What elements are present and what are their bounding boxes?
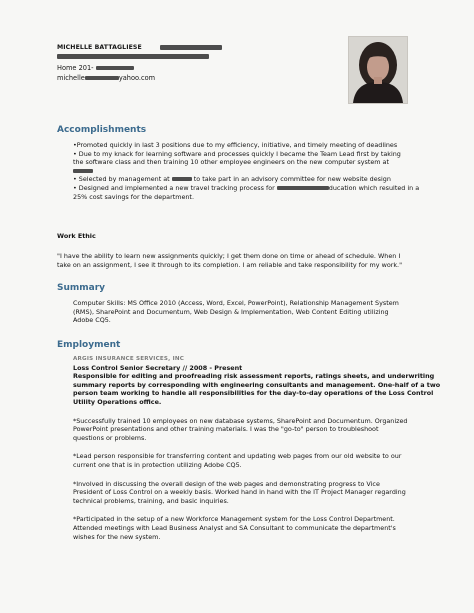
- job-title: Loss Control Senior Secretary // 2008 - Present: [73, 363, 243, 372]
- redacted-employer: [73, 169, 93, 173]
- person-portrait-icon: [349, 37, 407, 103]
- redacted-email: [85, 76, 119, 80]
- achievement-paragraph: *Successfully trained 10 employees on new database systems, SharePoint and Documentum. Organized PowerPoint presentations and other training materials. I was the "go-to" person to troubleshoot questions or problems.: [73, 416, 408, 442]
- redacted-employer: [172, 177, 192, 181]
- summary-text: Computer Skills: MS Office 2010 (Access, Word, Excel, PowerPoint), Relationship Management System (RMS), SharePoint and Documentum, Web Design & Implementation, Web Content Editing utilizing Adobe CQ5.: [73, 299, 399, 325]
- list-item: 25% cost savings for the department.: [73, 192, 194, 201]
- redacted-department: [277, 186, 329, 190]
- accomplishments-list: [73, 141, 419, 201]
- email-address: michelle yahoo.com: [57, 74, 156, 82]
- list-item: •Promoted quickly in last 3 positions due to my efficiency, initiative, and timely meeting of deadlines: [73, 141, 398, 149]
- job-description: Responsible for editing and proofreading risk assessment reports, ratings sheets, and underwriting summary reports by corresponding with engineering consultants and management. One-half of a two person team working to handle all responsibilities for the day-to-day operations of the Loss Control Utility Operations office.: [73, 372, 441, 406]
- list-item: • Designed and implemented a new travel tracking process for ducation which resulted in a: [73, 183, 420, 192]
- list-item: • Due to my knack for learning software and processes quickly I became the Team Lead first by taking: [73, 149, 401, 158]
- achievement-paragraph: *Lead person responsible for transferring content and updating web pages from our old website to our current one that is in protection utilizing Adobe CQ5.: [73, 452, 402, 469]
- employment-heading: Employment: [57, 340, 121, 350]
- summary-heading: Summary: [57, 283, 106, 293]
- redacted-phone: [96, 66, 134, 70]
- candidate-name: MICHELLE BATTAGLIESE: [57, 44, 142, 51]
- list-item: the software class and then training 10 other employee engineers on the new computer system at: [73, 158, 389, 167]
- list-item: [73, 167, 419, 176]
- redacted-name-extension: [160, 45, 222, 50]
- work-ethic-heading: Work Ethic: [57, 232, 96, 240]
- profile-photo: [348, 36, 408, 104]
- home-phone: Home 201-: [57, 64, 134, 72]
- work-ethic-text: "I have the ability to learn new assignments quickly; I get them done on time or ahead of schedule. When I take on an assignment, I see it through to its completion. I am reliable and take responsibility for my work.": [57, 252, 403, 269]
- list-item: • Selected by management at to take part in an advisory committee for new website design: [73, 175, 391, 184]
- achievement-paragraph: *Participated in the setup of a new Workforce Management system for the Loss Control Department. Attended meetings with Lead Business Analyst and SA Consultant to communicate the department's wishes for the new system.: [73, 515, 396, 541]
- accomplishments-heading: Accomplishments: [57, 125, 147, 135]
- company-name: ARGIS INSURANCE SERVICES, INC: [73, 356, 185, 362]
- employment-section: [73, 355, 440, 541]
- achievement-paragraph: *Involved in discussing the overall design of the web pages and demonstrating progress to Vice President of Loss Control on a weekly basis. Worked hand in hand with the IT Project Manager regarding technical problems, training, and basic inquiries.: [73, 479, 406, 505]
- redacted-address: [57, 54, 209, 59]
